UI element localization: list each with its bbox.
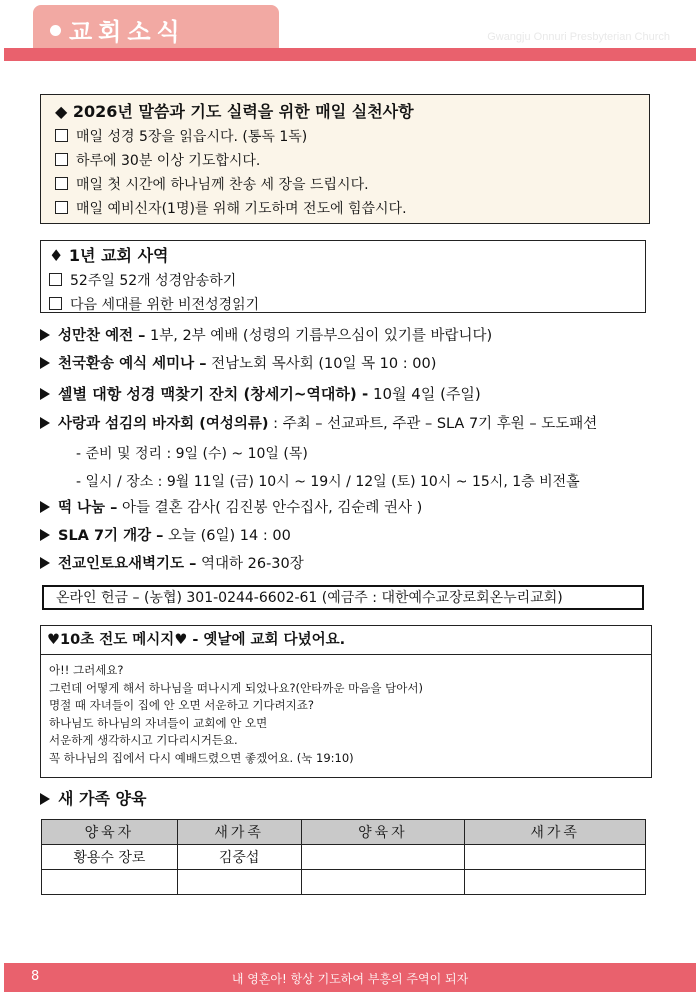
message-line: 서운하게 생각하시고 기다리시거든요.: [49, 733, 238, 747]
news-item-title: 전교인토요새벽기도 –: [58, 556, 197, 572]
section-title: [50, 12, 186, 47]
daily-practice-title: [55, 99, 635, 125]
news-list: [40, 322, 660, 438]
triangle-bullet-icon: [40, 557, 50, 569]
triangle-bullet-icon: [40, 329, 50, 341]
news-item: [40, 410, 660, 438]
column-header: 양육자: [301, 820, 465, 845]
news-item-body: 역대하 26-30장: [196, 556, 304, 572]
news-item: [40, 322, 660, 350]
news-item: [40, 522, 660, 550]
table-cell: 황용수 장로: [42, 845, 178, 870]
column-header: 양육자: [42, 820, 178, 845]
bullet-dot-icon: [50, 25, 61, 36]
new-family-heading-text: 새 가족 양육: [58, 789, 147, 808]
triangle-bullet-icon: [40, 388, 50, 400]
news-item-body: 1부, 2부 예배 (성령의 기름부으심이 있기를 바랍니다): [145, 328, 493, 344]
news-item: [40, 350, 660, 378]
new-family-table: [41, 819, 646, 895]
news-item: [40, 378, 660, 410]
triangle-bullet-icon: [40, 501, 50, 513]
practice-item-text: 매일 성경 5장을 읽읍시다. (통독 1독): [76, 129, 308, 145]
column-header: 새가족: [465, 820, 646, 845]
checkbox-icon: [55, 201, 68, 214]
news-item-body: 오늘 (6일) 14 : 00: [163, 528, 291, 544]
practice-item: [55, 197, 635, 221]
table-cell: [301, 845, 465, 870]
message-line: 그런데 어떻게 해서 하나님을 떠나시게 되었나요?(안타까운 마음을 담아서): [49, 680, 423, 695]
news-item: [40, 550, 660, 578]
table-row: [42, 870, 646, 895]
diamond-icon: ◆: [55, 102, 68, 121]
header-bar: [4, 48, 696, 61]
news-item-body: 아들 결혼 감사( 김진봉 안수집사, 김순례 권사 ): [117, 500, 423, 516]
news-item-body: 10월 4일 (주일): [368, 385, 481, 403]
table-header-row: [42, 820, 646, 845]
bazaar-detail: - 일시 / 장소 : 9월 11일 (금) 10시 ~ 19시 / 12일 (토) 10시 ~ 15시, 1층 비전홀: [76, 474, 580, 490]
message-title: ♥10초 전도 메시지♥ - 옛날에 교회 다녔어요.: [40, 625, 652, 655]
practice-item: [55, 149, 635, 173]
news-item-title: SLA 7기 개강 –: [58, 528, 164, 544]
message-line: 명절 때 자녀들이 집에 안 오면 서운하고 기다려지죠?: [49, 698, 314, 712]
news-item-body: 전남노회 목사회 (10일 목 10 : 00): [206, 356, 437, 372]
news-list-2: [40, 494, 660, 578]
triangle-bullet-icon: [40, 793, 50, 805]
table-row: [42, 845, 646, 870]
table-cell: [42, 870, 178, 895]
table-cell: [177, 870, 301, 895]
practice-item: [55, 173, 635, 197]
footer-bar: [4, 963, 696, 992]
table-cell: [465, 870, 646, 895]
news-item-title: 떡 나눔 –: [58, 500, 118, 516]
ministry-item: [49, 293, 637, 317]
table-cell: 김중섭: [177, 845, 301, 870]
ministry-item-text: 다음 세대를 위한 비전성경읽기: [70, 297, 260, 313]
practice-item: [55, 125, 635, 149]
diamond-icon: ♦: [49, 246, 64, 265]
news-item-title: 성만찬 예전 –: [58, 328, 146, 344]
section-title-text: 교회소식: [69, 18, 186, 46]
daily-practice-box: [40, 94, 650, 224]
page-number: 8: [31, 969, 40, 984]
ministry-item-text: 52주일 52개 성경암송하기: [70, 273, 237, 289]
daily-practice-title-text: 2026년 말씀과 기도 실력을 위한 매일 실천사항: [72, 102, 414, 121]
checkbox-icon: [49, 273, 62, 286]
news-item-title: 천국환송 예식 세미나 –: [58, 356, 207, 372]
checkbox-icon: [55, 177, 68, 190]
message-line: 아!! 그러세요?: [49, 663, 124, 677]
message-line: 꼭 하나님의 집에서 다시 예배드렸으면 좋겠어요. (눅 19:10): [49, 750, 354, 765]
footer-motto: 내 영혼아! 항상 기도하여 부흥의 주역이 되자: [231, 972, 469, 986]
table-cell: [465, 845, 646, 870]
ministry-item: [49, 269, 637, 293]
news-item-title: 사랑과 섬김의 바자회 (여성의류): [58, 416, 269, 432]
news-item-title: 셀별 대항 성경 맥찾기 잔치 (창세기~역대하) -: [58, 385, 369, 403]
triangle-bullet-icon: [40, 529, 50, 541]
checkbox-icon: [55, 153, 68, 166]
message-line: 하나님도 하나님의 자녀들이 교회에 안 오면: [49, 715, 268, 730]
news-item: [40, 494, 660, 522]
annual-ministry-title-text: 1년 교회 사역: [68, 246, 169, 265]
church-name: Gwangju Onnuri Presbyterian Church: [487, 31, 670, 43]
table-cell: [301, 870, 465, 895]
annual-ministry-title: [49, 243, 637, 269]
checkbox-icon: [55, 129, 68, 142]
new-family-heading: [40, 786, 146, 812]
bazaar-detail: - 준비 및 정리 : 9일 (수) ~ 10일 (목): [76, 446, 308, 462]
practice-item-text: 하루에 30분 이상 기도합시다.: [76, 153, 261, 169]
online-offering-box: 온라인 헌금 – (농협) 301-0244-6602-61 (예금주 : 대한예수교장로회온누리교회): [42, 585, 644, 610]
column-header: 새가족: [177, 820, 301, 845]
news-item-body: : 주최 – 선교파트, 주관 – SLA 7기 후원 – 도도패션: [268, 416, 598, 432]
triangle-bullet-icon: [40, 417, 50, 429]
checkbox-icon: [49, 297, 62, 310]
practice-item-text: 매일 첫 시간에 하나님께 찬송 세 장을 드립시다.: [76, 177, 369, 193]
annual-ministry-box: [40, 240, 646, 313]
triangle-bullet-icon: [40, 357, 50, 369]
message-body: [40, 654, 652, 778]
practice-item-text: 매일 예비신자(1명)를 위해 기도하며 전도에 힘씁시다.: [76, 201, 407, 217]
